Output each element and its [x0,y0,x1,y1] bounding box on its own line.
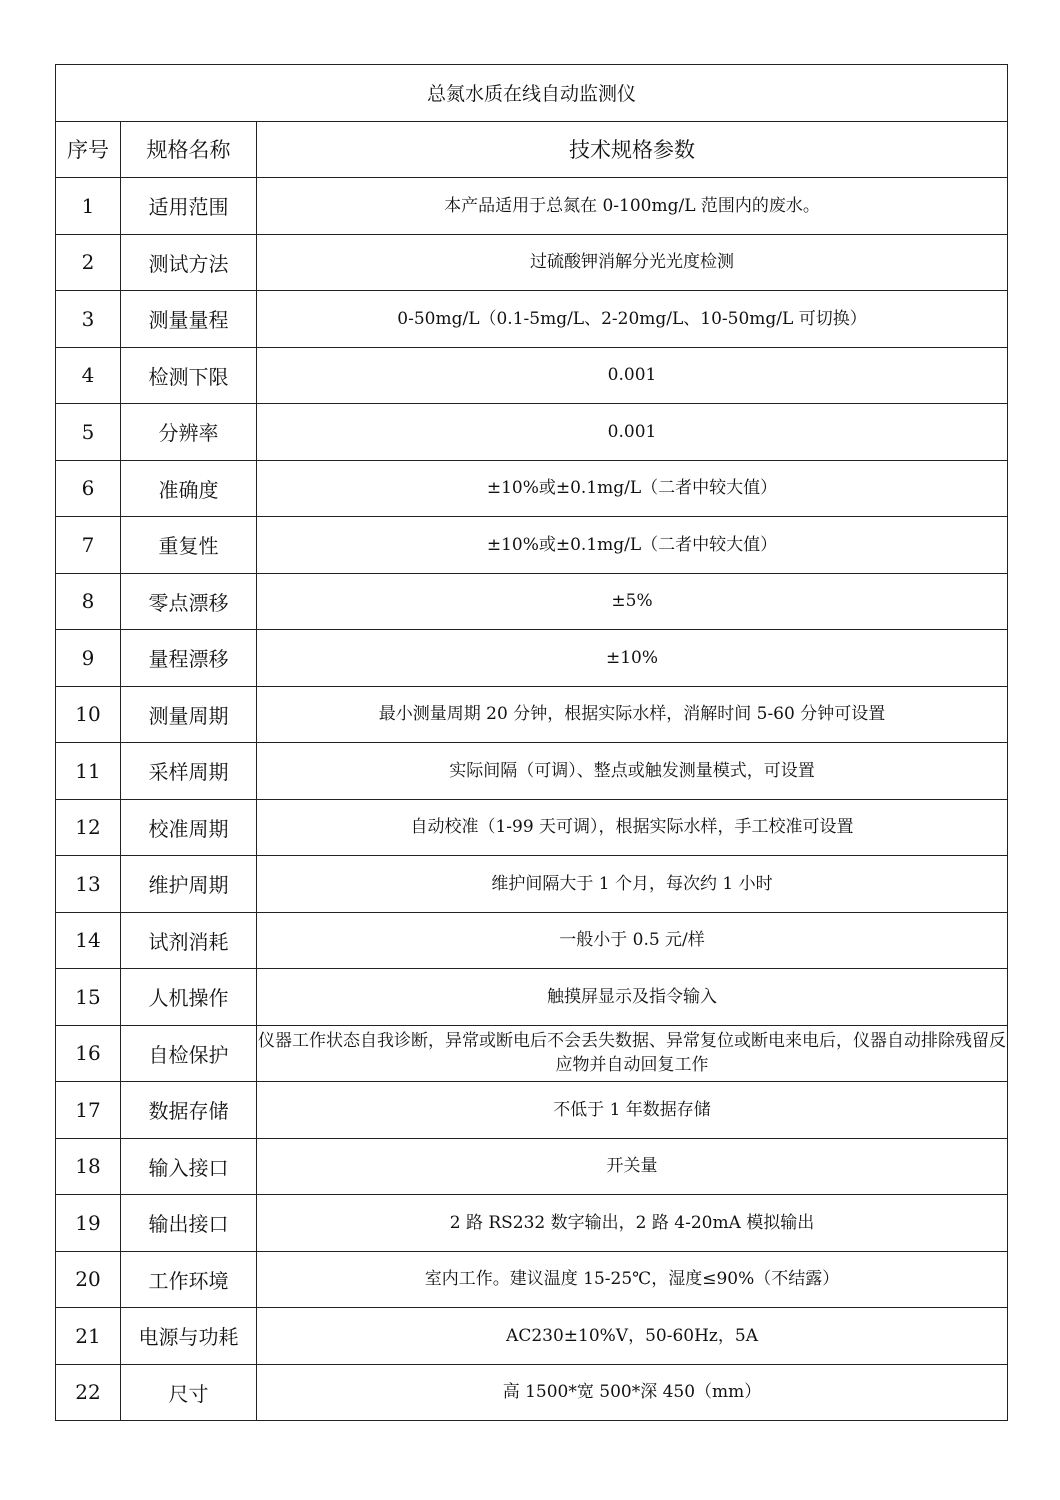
table-row [56,1364,1008,1421]
spec-value: 0-50mg/L（0.1-5mg/L、2-20mg/L、10-50mg/L 可切换） [257,291,1008,348]
row-number: 20 [56,1251,121,1308]
row-number: 5 [56,404,121,461]
table-row [56,1308,1008,1365]
spec-name: 测试方法 [121,234,257,291]
row-number: 16 [56,1025,121,1082]
header-value: 技术规格参数 [257,121,1008,178]
spec-name: 输出接口 [121,1195,257,1252]
table-row [56,630,1008,687]
table-row [56,291,1008,348]
spec-name: 人机操作 [121,969,257,1026]
row-number: 19 [56,1195,121,1252]
spec-value: 自动校准（1-99 天可调），根据实际水样，手工校准可设置 [257,799,1008,856]
spec-name: 零点漂移 [121,573,257,630]
table-row [56,1025,1008,1082]
table-row [56,347,1008,404]
row-number: 11 [56,743,121,800]
spec-name: 校准周期 [121,799,257,856]
spec-value: 高 1500*宽 500*深 450（mm） [257,1364,1008,1421]
spec-name: 量程漂移 [121,630,257,687]
table-row [56,404,1008,461]
spec-value: ±5% [257,573,1008,630]
spec-value: ±10% [257,630,1008,687]
spec-value: 2 路 RS232 数字输出，2 路 4-20mA 模拟输出 [257,1195,1008,1252]
row-number: 7 [56,517,121,574]
row-number: 6 [56,460,121,517]
spec-name: 数据存储 [121,1082,257,1139]
table-row [56,856,1008,913]
spec-name: 重复性 [121,517,257,574]
spec-name: 分辨率 [121,404,257,461]
table-row [56,178,1008,235]
spec-value: 过硫酸钾消解分光光度检测 [257,234,1008,291]
title-row [56,65,1008,122]
table-title: 总氮水质在线自动监测仪 [56,65,1008,122]
spec-name: 准确度 [121,460,257,517]
spec-name: 维护周期 [121,856,257,913]
spec-value: 不低于 1 年数据存储 [257,1082,1008,1139]
table-row [56,517,1008,574]
spec-value: AC230±10%V，50-60Hz，5A [257,1308,1008,1365]
spec-value: 实际间隔（可调）、整点或触发测量模式，可设置 [257,743,1008,800]
header-no: 序号 [56,121,121,178]
spec-name: 试剂消耗 [121,912,257,969]
spec-value: 室内工作。建议温度 15-25℃，湿度≤90%（不结露） [257,1251,1008,1308]
spec-table-body [56,65,1008,1421]
spec-name: 自检保护 [121,1025,257,1082]
spec-value: 维护间隔大于 1 个月，每次约 1 小时 [257,856,1008,913]
row-number: 2 [56,234,121,291]
spec-value: ±10%或±0.1mg/L（二者中较大值） [257,460,1008,517]
spec-value: 开关量 [257,1138,1008,1195]
spec-name: 测量量程 [121,291,257,348]
table-row [56,460,1008,517]
row-number: 9 [56,630,121,687]
table-row [56,1251,1008,1308]
table-row [56,1082,1008,1139]
row-number: 21 [56,1308,121,1365]
spec-value: 一般小于 0.5 元/样 [257,912,1008,969]
spec-value: 最小测量周期 20 分钟，根据实际水样，消解时间 5-60 分钟可设置 [257,686,1008,743]
row-number: 8 [56,573,121,630]
spec-name: 尺寸 [121,1364,257,1421]
table-row [56,1138,1008,1195]
row-number: 18 [56,1138,121,1195]
spec-name: 检测下限 [121,347,257,404]
row-number: 15 [56,969,121,1026]
spec-value: 0.001 [257,404,1008,461]
row-number: 22 [56,1364,121,1421]
row-number: 10 [56,686,121,743]
spec-name: 输入接口 [121,1138,257,1195]
spec-name: 工作环境 [121,1251,257,1308]
header-name: 规格名称 [121,121,257,178]
row-number: 3 [56,291,121,348]
spec-name: 适用范围 [121,178,257,235]
spec-value: 触摸屏显示及指令输入 [257,969,1008,1026]
row-number: 13 [56,856,121,913]
table-row [56,799,1008,856]
spec-name: 测量周期 [121,686,257,743]
table-row [56,969,1008,1026]
header-row [56,121,1008,178]
table-row [56,1195,1008,1252]
table-row [56,912,1008,969]
table-row [56,686,1008,743]
spec-name: 电源与功耗 [121,1308,257,1365]
row-number: 4 [56,347,121,404]
table-row [56,573,1008,630]
spec-value: ±10%或±0.1mg/L（二者中较大值） [257,517,1008,574]
spec-value: 仪器工作状态自我诊断，异常或断电后不会丢失数据、异常复位或断电来电后，仪器自动排除残留反应物并自动回复工作 [257,1025,1008,1082]
spec-value: 本产品适用于总氮在 0-100mg/L 范围内的废水。 [257,178,1008,235]
table-row [56,743,1008,800]
table-row [56,234,1008,291]
row-number: 1 [56,178,121,235]
spec-value: 0.001 [257,347,1008,404]
row-number: 12 [56,799,121,856]
row-number: 14 [56,912,121,969]
row-number: 17 [56,1082,121,1139]
spec-name: 采样周期 [121,743,257,800]
spec-table [55,64,1008,1421]
